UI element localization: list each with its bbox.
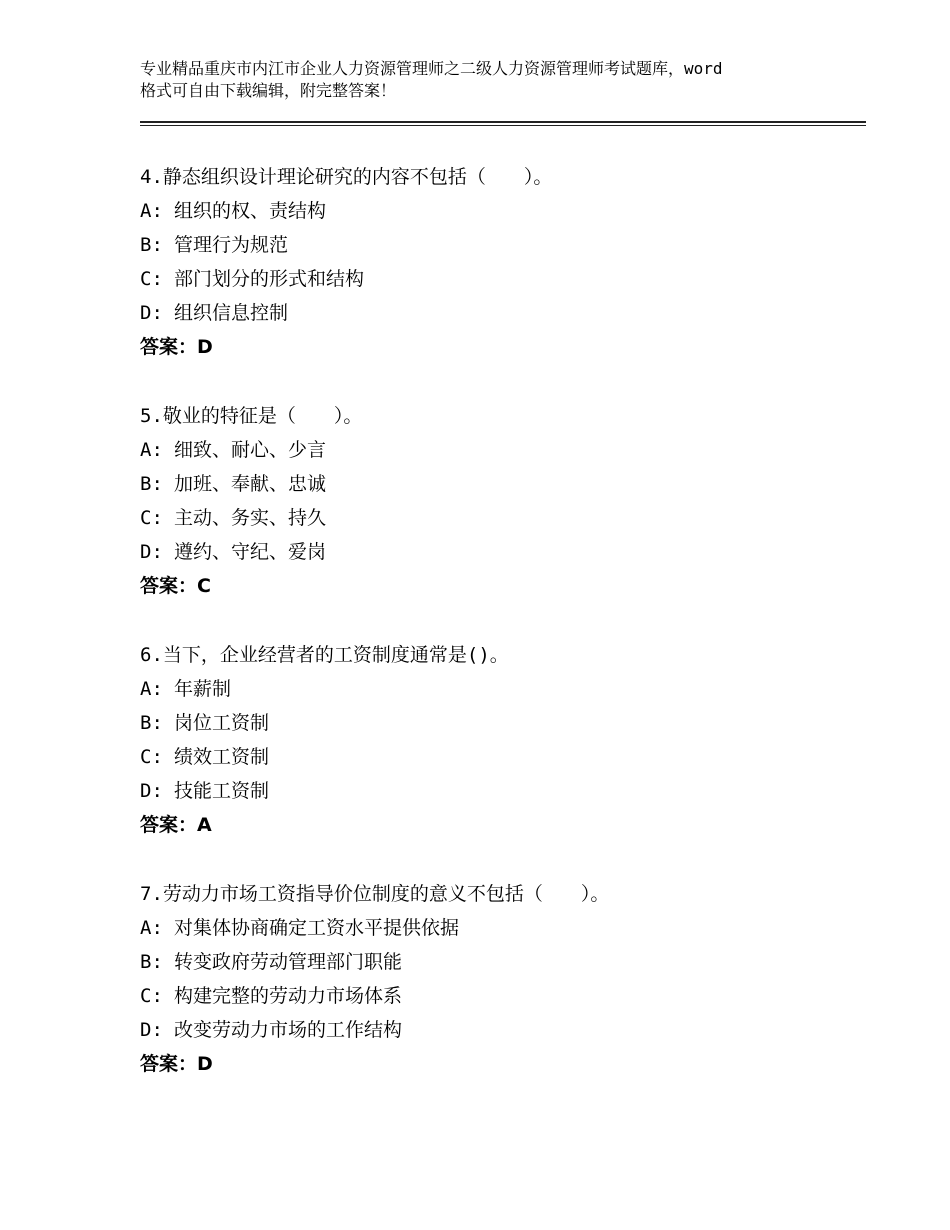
option-key: C: bbox=[140, 507, 163, 529]
option-key: D: bbox=[140, 1019, 163, 1041]
header-divider-top bbox=[140, 121, 866, 123]
option-b bbox=[140, 945, 860, 979]
option-c bbox=[140, 979, 860, 1013]
option-key: A: bbox=[140, 439, 163, 461]
option-a bbox=[140, 911, 860, 945]
option-a bbox=[140, 194, 860, 228]
option-c bbox=[140, 740, 860, 774]
option-d bbox=[140, 1013, 860, 1047]
option-text: 组织的权、责结构 bbox=[174, 200, 327, 222]
option-key: D: bbox=[140, 780, 163, 802]
option-key: D: bbox=[140, 541, 163, 563]
option-key: B: bbox=[140, 712, 163, 734]
option-key: C: bbox=[140, 746, 163, 768]
option-d bbox=[140, 296, 860, 330]
option-text: 构建完整的劳动力市场体系 bbox=[174, 985, 403, 1007]
option-key: B: bbox=[140, 951, 163, 973]
option-key: C: bbox=[140, 268, 163, 290]
answer-line: 答案：D bbox=[140, 1053, 213, 1075]
option-key: A: bbox=[140, 917, 163, 939]
option-key: A: bbox=[140, 200, 163, 222]
question-block-7 bbox=[140, 877, 860, 1081]
option-text: 部门划分的形式和结构 bbox=[174, 268, 365, 290]
option-text: 年薪制 bbox=[174, 678, 232, 700]
option-a bbox=[140, 433, 860, 467]
option-text: 改变劳动力市场的工作结构 bbox=[174, 1019, 403, 1041]
option-b bbox=[140, 228, 860, 262]
option-text: 对集体协商确定工资水平提供依据 bbox=[174, 917, 460, 939]
document-header bbox=[140, 58, 840, 102]
question-block-4 bbox=[140, 160, 860, 364]
option-key: A: bbox=[140, 678, 163, 700]
option-text: 管理行为规范 bbox=[174, 234, 289, 256]
question-stem: 4.静态组织设计理论研究的内容不包括（ ）。 bbox=[140, 166, 553, 188]
option-a bbox=[140, 672, 860, 706]
option-text: 遵约、守纪、爱岗 bbox=[174, 541, 327, 563]
header-title-line-1: 专业精品重庆市内江市企业人力资源管理师之二级人力资源管理师考试题库，word bbox=[140, 59, 723, 78]
option-c bbox=[140, 501, 860, 535]
question-stem: 5.敬业的特征是（ ）。 bbox=[140, 405, 363, 427]
question-stem: 7.劳动力市场工资指导价位制度的意义不包括（ ）。 bbox=[140, 883, 610, 905]
option-text: 绩效工资制 bbox=[174, 746, 270, 768]
option-key: D: bbox=[140, 302, 163, 324]
answer-line: 答案：A bbox=[140, 814, 212, 836]
option-text: 主动、务实、持久 bbox=[174, 507, 327, 529]
option-b bbox=[140, 467, 860, 501]
header-title-line-2: 格式可自由下载编辑，附完整答案！ bbox=[140, 81, 397, 100]
question-block-5 bbox=[140, 399, 860, 603]
option-key: B: bbox=[140, 473, 163, 495]
question-stem: 6.当下，企业经营者的工资制度通常是()。 bbox=[140, 644, 509, 666]
option-d bbox=[140, 535, 860, 569]
option-text: 加班、奉献、忠诚 bbox=[174, 473, 327, 495]
option-text: 组织信息控制 bbox=[174, 302, 289, 324]
option-d bbox=[140, 774, 860, 808]
header-divider-bottom bbox=[140, 125, 866, 126]
option-key: B: bbox=[140, 234, 163, 256]
option-text: 技能工资制 bbox=[174, 780, 270, 802]
option-text: 细致、耐心、少言 bbox=[174, 439, 327, 461]
option-key: C: bbox=[140, 985, 163, 1007]
question-block-6 bbox=[140, 638, 860, 842]
option-c bbox=[140, 262, 860, 296]
option-b bbox=[140, 706, 860, 740]
answer-line: 答案：C bbox=[140, 575, 211, 597]
answer-line: 答案：D bbox=[140, 336, 213, 358]
option-text: 岗位工资制 bbox=[174, 712, 270, 734]
option-text: 转变政府劳动管理部门职能 bbox=[174, 951, 403, 973]
